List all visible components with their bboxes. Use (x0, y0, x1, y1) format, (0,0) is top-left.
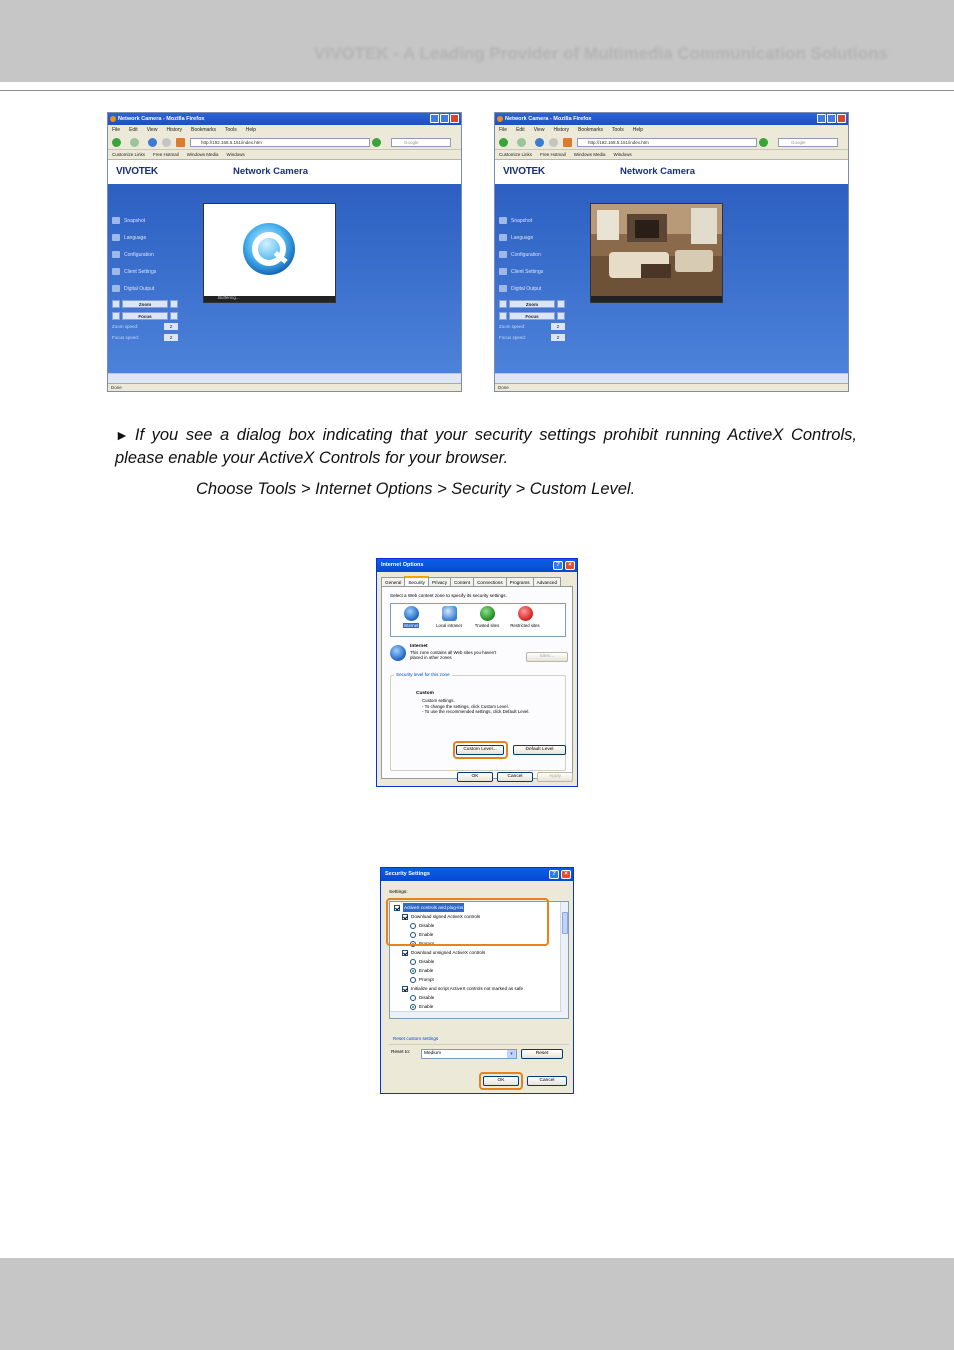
option-prompt[interactable]: Prompt (410, 939, 434, 948)
bookmark-link[interactable]: Customize Links (499, 152, 533, 157)
minimize-icon[interactable] (817, 114, 826, 123)
bookmark-link[interactable]: Free Hotmail (540, 152, 566, 157)
focus-speed-row: Focus speed: 2 (112, 332, 178, 343)
quicktime-logo-icon (204, 204, 335, 296)
video-status-bar: Buffering... (204, 296, 335, 302)
video-status-bar (591, 296, 722, 302)
tab-advanced[interactable]: Advanced (533, 577, 561, 587)
horizontal-scrollbar[interactable] (108, 373, 461, 383)
search-box[interactable]: Google (391, 138, 451, 147)
horizontal-scrollbar[interactable] (495, 373, 848, 383)
bookmark-link[interactable]: Free Hotmail (153, 152, 179, 157)
go-icon[interactable] (372, 138, 381, 147)
zone-local-intranet[interactable]: Local intranet (431, 606, 467, 628)
focus-near-button[interactable] (112, 312, 120, 320)
client-settings-icon (499, 268, 507, 275)
video-window-loading (203, 203, 336, 303)
camera-sidebar (112, 212, 178, 343)
navigation-toolbar (108, 135, 461, 150)
vivotek-logo: VIVOTEK (116, 166, 158, 177)
home-icon[interactable] (563, 138, 572, 147)
maximize-icon[interactable] (827, 114, 836, 123)
setting-download-signed: Download signed ActiveX controls (402, 912, 480, 921)
digital-output-icon (499, 285, 507, 292)
sidebar-item-client-settings[interactable]: Client Settings (499, 263, 565, 280)
menu-file[interactable]: File (499, 127, 508, 133)
configuration-icon (112, 251, 120, 258)
reset-level-select[interactable]: Medium ▾ (421, 1049, 517, 1059)
category-activex[interactable]: ActiveX controls and plug-ins (394, 903, 464, 912)
radio-icon[interactable] (410, 977, 416, 983)
cancel-button[interactable]: Cancel (497, 772, 533, 782)
zoom-control[interactable]: Zoom (112, 299, 178, 309)
menu-tools[interactable]: Tools (612, 127, 624, 133)
tab-general[interactable]: General (381, 577, 405, 587)
camera-page-header (108, 160, 461, 184)
tab-privacy[interactable]: Privacy (428, 577, 451, 587)
security-settings-dialog (380, 867, 574, 1094)
internet-zone-icon (390, 645, 406, 661)
zoom-in-button[interactable] (557, 300, 565, 308)
camera-page-title: Network Camera (233, 166, 308, 177)
camera-page-header (495, 160, 848, 184)
intranet-icon (442, 606, 457, 621)
zone-description: This zone contains all Web sites you haven't placed in other zones (410, 650, 497, 660)
window-title: Network Camera - Mozilla Firefox (505, 116, 592, 122)
page-header (0, 0, 954, 82)
activex-instruction (115, 424, 857, 470)
camera-page-title: Network Camera (620, 166, 695, 177)
menu-bookmarks[interactable]: Bookmarks (578, 127, 604, 133)
close-icon[interactable]: × (565, 561, 575, 570)
digital-output-icon (112, 285, 120, 292)
zone-internet[interactable]: Internet (393, 606, 429, 628)
menu-bar (495, 125, 848, 135)
reset-button[interactable]: Reset (521, 1049, 563, 1059)
ok-button[interactable]: OK (457, 772, 493, 782)
menu-help[interactable]: Help (632, 127, 643, 133)
menu-edit[interactable]: Edit (516, 127, 525, 133)
page-footer (0, 1258, 954, 1350)
forward-icon[interactable] (517, 138, 526, 147)
vivotek-logo: VIVOTEK (503, 166, 545, 177)
close-icon[interactable] (837, 114, 846, 123)
radio-icon[interactable] (410, 995, 416, 1001)
zoom-out-button[interactable] (499, 300, 507, 308)
maximize-icon[interactable] (440, 114, 449, 123)
menu-history[interactable]: History (166, 127, 182, 133)
firefox-icon (497, 116, 503, 122)
settings-horizontal-scrollbar[interactable] (390, 1011, 562, 1018)
sidebar-item-configuration[interactable]: Configuration (499, 246, 565, 263)
menu-edit[interactable]: Edit (129, 127, 138, 133)
sidebar-item-digital-output[interactable]: Digital Output (499, 280, 565, 297)
tab-security[interactable]: Security (404, 576, 429, 587)
menu-bookmarks[interactable]: Bookmarks (191, 127, 217, 133)
security-level-label: Security level for this zone (396, 672, 450, 677)
settings-vertical-scrollbar[interactable] (560, 902, 568, 1018)
stop-icon[interactable] (162, 138, 171, 147)
zone-heading: Internet (410, 644, 428, 649)
dialog-title: Security Settings (385, 871, 430, 877)
focus-speed-select[interactable]: 2 (551, 334, 565, 341)
camera-sidebar (499, 212, 565, 343)
custom-description: Custom settings. - To change the settings, click Custom Level. - To use the recommended settings, click Default Level. (422, 698, 530, 714)
bookmarks-toolbar (495, 150, 848, 160)
sidebar-item-snapshot[interactable]: Snapshot (112, 212, 178, 229)
globe-icon (404, 606, 419, 621)
option-prompt[interactable]: Prompt (410, 975, 434, 984)
menu-bar (108, 125, 461, 135)
setting-download-unsigned: Download unsigned ActiveX controls (402, 948, 485, 957)
bookmark-link[interactable]: Windows Media (186, 152, 219, 157)
ok-button-highlight (479, 1072, 523, 1090)
menu-history[interactable]: History (553, 127, 569, 133)
dialog-title: Internet Options (381, 562, 424, 568)
setting-initialize-script: Initialize and script ActiveX controls not marked as safe (402, 984, 523, 993)
live-video-window (590, 203, 723, 303)
zone-prompt: Select a Web content zone to specify its security settings. (390, 593, 507, 598)
language-icon (499, 234, 507, 241)
zone-list (390, 603, 566, 637)
cancel-button[interactable]: Cancel (527, 1076, 567, 1086)
zoom-speed-row: Zoom speed: 2 (499, 321, 565, 332)
camera-page-body (108, 184, 461, 374)
radio-icon[interactable] (410, 959, 416, 965)
internet-options-dialog (376, 558, 578, 787)
tab-programs[interactable]: Programs (506, 577, 534, 587)
zoom-speed-row: Zoom speed: 2 (112, 321, 178, 332)
sites-button[interactable]: Sites... (526, 652, 568, 662)
zoom-in-button[interactable] (170, 300, 178, 308)
option-disable[interactable]: Disable (410, 957, 434, 966)
sidebar-item-language[interactable]: Language (112, 229, 178, 246)
navigation-toolbar (495, 135, 848, 150)
option-enable[interactable]: Enable (410, 1002, 433, 1011)
sidebar-item-snapshot[interactable]: Snapshot (499, 212, 565, 229)
minimize-icon[interactable] (430, 114, 439, 123)
help-icon[interactable]: ? (549, 870, 559, 879)
back-icon[interactable] (112, 138, 121, 147)
focus-far-button[interactable] (170, 312, 178, 320)
option-disable[interactable]: Disable (410, 921, 434, 930)
browser-titlebar (495, 113, 848, 125)
option-enable[interactable]: Enable (410, 966, 433, 975)
bookmark-link[interactable]: Windows (613, 152, 632, 157)
chevron-down-icon[interactable]: ▾ (507, 1050, 516, 1058)
camera-page-body (495, 184, 848, 374)
ok-button[interactable]: OK (483, 1076, 519, 1086)
zoom-control[interactable]: Zoom (499, 299, 565, 309)
go-icon[interactable] (759, 138, 768, 147)
sidebar-item-digital-output[interactable]: Digital Output (112, 280, 178, 297)
focus-control[interactable]: Focus (499, 311, 565, 321)
security-tab-panel (381, 586, 573, 779)
address-bar[interactable]: http://192.168.5.151/index.htm (190, 138, 370, 147)
bookmark-link[interactable]: Windows Media (573, 152, 606, 157)
menu-help[interactable]: Help (245, 127, 256, 133)
close-icon[interactable]: × (561, 870, 571, 879)
close-icon[interactable] (450, 114, 459, 123)
settings-label: Settings: (389, 890, 408, 895)
firefox-icon (110, 116, 116, 122)
activex-settings-highlight (386, 898, 549, 946)
browser-status-bar: Done (495, 383, 848, 391)
reset-to-label: Reset to: (391, 1050, 411, 1055)
apply-button[interactable]: Apply (537, 772, 573, 782)
focus-far-button[interactable] (557, 312, 565, 320)
menu-file[interactable]: File (112, 127, 121, 133)
zone-trusted-sites[interactable]: Trusted sites (469, 606, 505, 628)
sidebar-item-language[interactable]: Language (499, 229, 565, 246)
browser-screenshot-right (494, 112, 849, 392)
dialog-titlebar (377, 559, 577, 572)
living-room-video-image (591, 204, 722, 296)
setting-icon (402, 986, 408, 992)
default-level-button[interactable]: Default Level (513, 745, 566, 755)
home-icon[interactable] (176, 138, 185, 147)
custom-level-highlight (453, 741, 508, 759)
option-enable[interactable]: Enable (410, 930, 433, 939)
bookmarks-toolbar (108, 150, 461, 160)
menu-tools[interactable]: Tools (225, 127, 237, 133)
configuration-icon (499, 251, 507, 258)
custom-heading: Custom (416, 691, 434, 696)
client-settings-icon (112, 268, 120, 275)
instruction-text: If you see a dialog box indicating that your security settings prohibit running ActiveX Controls, please enable your ActiveX Controls for your browser. (115, 426, 857, 467)
custom-level-button[interactable]: Custom Level... (456, 745, 504, 755)
zoom-out-button[interactable] (112, 300, 120, 308)
browser-screenshot-left (107, 112, 462, 392)
snapshot-icon (112, 217, 120, 224)
browser-status-bar: Done (108, 383, 461, 391)
tab-connections[interactable]: Connections (473, 577, 507, 587)
focus-near-button[interactable] (499, 312, 507, 320)
focus-speed-row: Focus speed: 2 (499, 332, 565, 343)
help-icon[interactable]: ? (553, 561, 563, 570)
sidebar-item-configuration[interactable]: Configuration (112, 246, 178, 263)
bookmark-link[interactable]: Customize Links (112, 152, 146, 157)
setting-icon (402, 950, 408, 956)
dialog-titlebar (381, 868, 573, 881)
header-divider (0, 90, 954, 91)
scroll-thumb[interactable] (562, 912, 568, 934)
sidebar-item-client-settings[interactable]: Client Settings (112, 263, 178, 280)
browser-titlebar (108, 113, 461, 125)
bookmark-link[interactable]: Windows (226, 152, 245, 157)
focus-speed-select[interactable]: 2 (164, 334, 178, 341)
radio-selected-icon[interactable] (410, 1004, 416, 1010)
back-icon[interactable] (499, 138, 508, 147)
bullet-arrow-icon: ► (115, 427, 129, 443)
header-tagline: VIVOTEK - A Leading Provider of Multimedia Communication Solutions (314, 44, 888, 63)
restricted-icon (518, 606, 533, 621)
option-disable[interactable]: Disable (410, 993, 434, 1002)
reload-icon[interactable] (148, 138, 157, 147)
tab-content[interactable]: Content (450, 577, 474, 587)
zoom-speed-select[interactable]: 2 (551, 323, 565, 330)
menu-path-instruction: Choose Tools > Internet Options > Security > Custom Level. (196, 480, 636, 498)
language-icon (112, 234, 120, 241)
window-title: Network Camera - Mozilla Firefox (118, 116, 205, 122)
menu-view[interactable]: View (146, 127, 158, 133)
radio-selected-icon[interactable] (410, 968, 416, 974)
reload-icon[interactable] (535, 138, 544, 147)
forward-icon[interactable] (130, 138, 139, 147)
checkmark-icon (480, 606, 495, 621)
menu-view[interactable]: View (533, 127, 545, 133)
zoom-speed-select[interactable]: 2 (164, 323, 178, 330)
snapshot-icon (499, 217, 507, 224)
zone-restricted-sites[interactable]: Restricted sites (507, 606, 543, 628)
stop-icon[interactable] (549, 138, 558, 147)
search-box[interactable]: Google (778, 138, 838, 147)
focus-control[interactable]: Focus (112, 311, 178, 321)
address-bar[interactable]: http://192.168.5.151/index.htm (577, 138, 757, 147)
reset-group-label: Reset custom settings (393, 1036, 439, 1041)
